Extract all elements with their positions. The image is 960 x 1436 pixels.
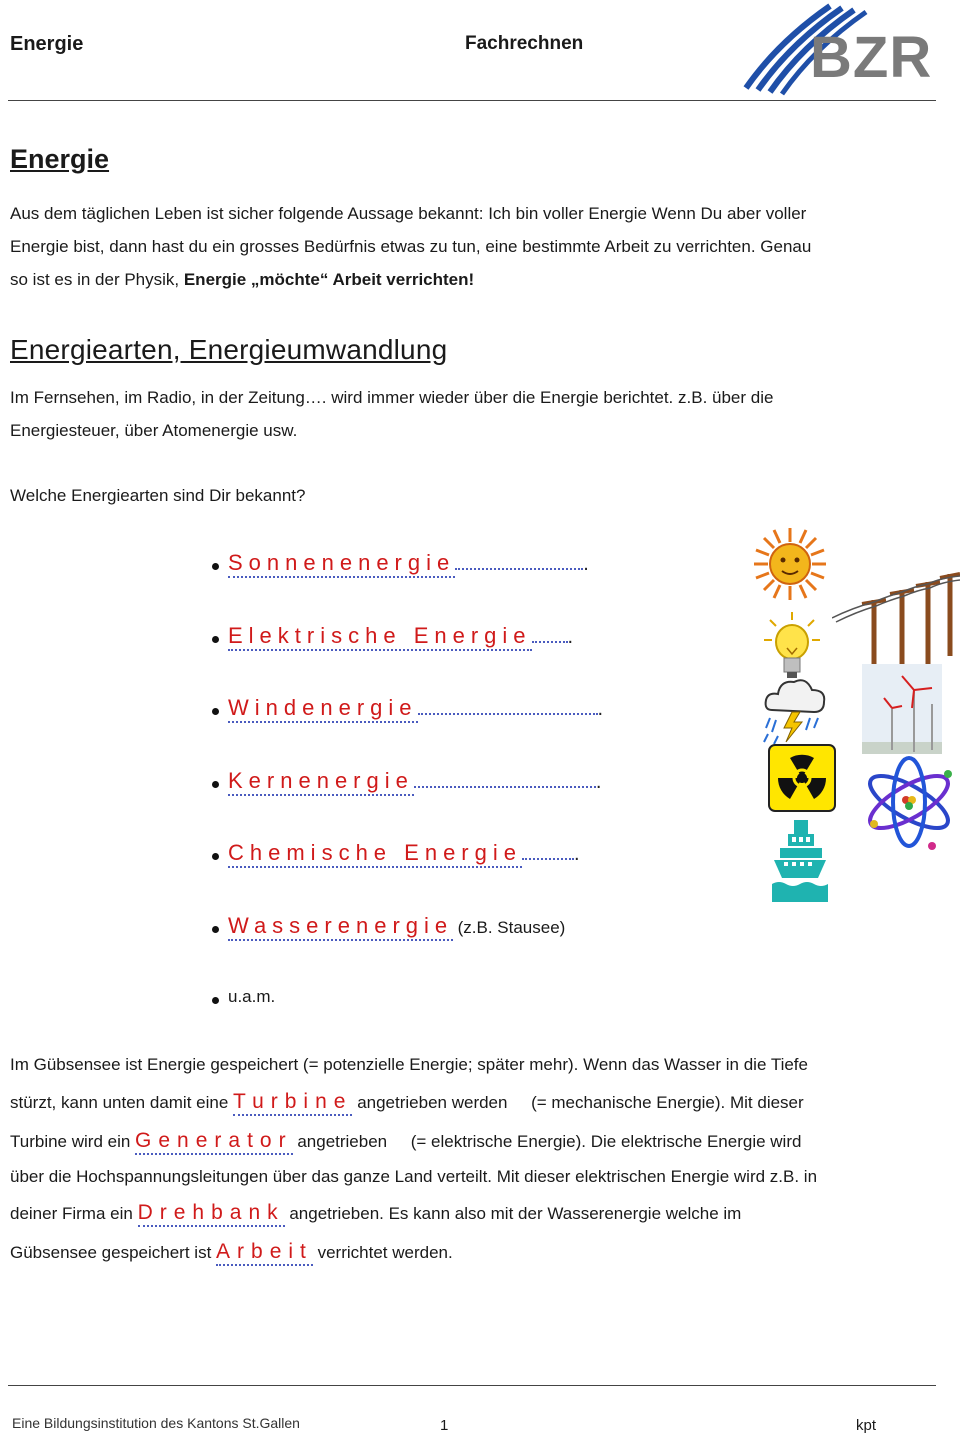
light-bulb-icon [764,612,820,680]
footer-divider [8,1385,936,1386]
list-item [228,623,573,649]
intro-line-3 [10,264,474,295]
bzr-logo [738,2,938,98]
para-text: angetrieben werden (= mechanische Energie). Mit dieser [352,1093,804,1112]
para-line-5 [10,1197,741,1229]
para-text: verrichtet werden. [312,1243,453,1262]
answer-water: Wasserenergie [228,913,453,941]
para-text: deiner Firma ein [10,1204,138,1223]
para-line-4: über die Hochspannungsleitungen über das ganze Land verteilt. Mit dieser elektrischen Energie wird z.B. in [10,1167,818,1186]
header-subject: Energie [10,33,84,55]
intro-line-3-text: so ist es in der Physik, [10,270,184,289]
intro-emphasis: Energie „möchte“ Arbeit verrichten! [183,270,475,289]
list-end: u.a.m. [228,987,276,1006]
list-item [228,913,565,939]
list-suffix: . [583,553,589,575]
list-suffix: . [573,843,580,865]
section-heading: Energiearten, Energieumwandlung [10,334,448,365]
bullet [212,781,219,788]
question: Welche Energiearten sind Dir bekannt? [10,486,306,505]
bullet [212,853,219,860]
para-text: stürzt, kann unten damit eine [10,1093,234,1112]
ship-icon [772,820,828,902]
header-divider [8,100,936,101]
list-suffix: . [567,626,574,648]
list-item [228,768,601,794]
bullet [212,563,219,570]
answer-electric: Elektrische Energie [228,623,532,651]
answer-nuclear: Kernenergie [228,768,414,796]
intro-line-2: Energie bist, dann hast du ein grosses Bedürfnis etwas zu tun, eine bestimmte Arbeit zu verrichten. Genau [10,237,812,256]
footer-author: kpt [856,1417,877,1434]
sun-icon [752,526,828,602]
fill-turbine: Turbine [233,1090,352,1116]
para-line-3 [10,1125,801,1157]
bullet [212,636,219,643]
fill-drehbank: Drehbank [138,1201,285,1227]
bullet [212,708,219,715]
answer-chemical: Chemische Energie [228,840,522,868]
fill-generator: Generator [135,1129,293,1155]
page-title: Energie [10,144,110,174]
list-item [228,695,603,721]
list-suffix: . [597,698,604,720]
para-text: Turbine wird ein [10,1132,136,1151]
para-line-6 [10,1236,453,1268]
para-text: Gübsensee gespeichert ist [10,1243,217,1262]
para-text: angetrieben (= elektrische Energie). Die elektrische Energie wird [292,1132,802,1151]
fill-arbeit: Arbeit [216,1240,313,1266]
intro-line-1: Aus dem täglichen Leben ist sicher folgende Aussage bekannt: Ich bin voller Energie Wenn Du aber voller [10,204,807,223]
atom-icon [860,752,958,852]
list-suffix: (z.B. Stausee) [457,918,566,937]
section-line-1: Im Fernsehen, im Radio, in der Zeitung…. wird immer wieder über die Energie berichtet. z.B. über die [10,388,774,407]
bullet [212,997,219,1004]
list-suffix: . [595,771,602,793]
page-number: 1 [440,1417,449,1434]
para-line-2 [10,1086,804,1118]
storm-cloud-icon [762,674,828,744]
para-line-1: Im Gübsensee ist Energie gespeichert (= potenzielle Energie; später mehr). Wenn das Wasser in die Tiefe [10,1055,808,1074]
para-text: angetrieben. Es kann also mit der Wasserenergie welche im [284,1204,742,1223]
answer-wind: Windenergie [228,695,418,723]
footer-institution: Eine Bildungsinstitution des Kantons St.Gallen [12,1415,300,1431]
bullet [212,926,219,933]
answer-sun: Sonnenenergie [228,550,455,578]
radiation-icon [768,744,836,812]
list-item [228,550,589,576]
bzr-logo-text: BZR [810,25,933,90]
list-item [228,840,580,866]
wind-turbines-icon [862,664,942,754]
section-line-2: Energiesteuer, über Atomenergie usw. [10,421,298,440]
header-course: Fachrechnen [465,33,584,54]
